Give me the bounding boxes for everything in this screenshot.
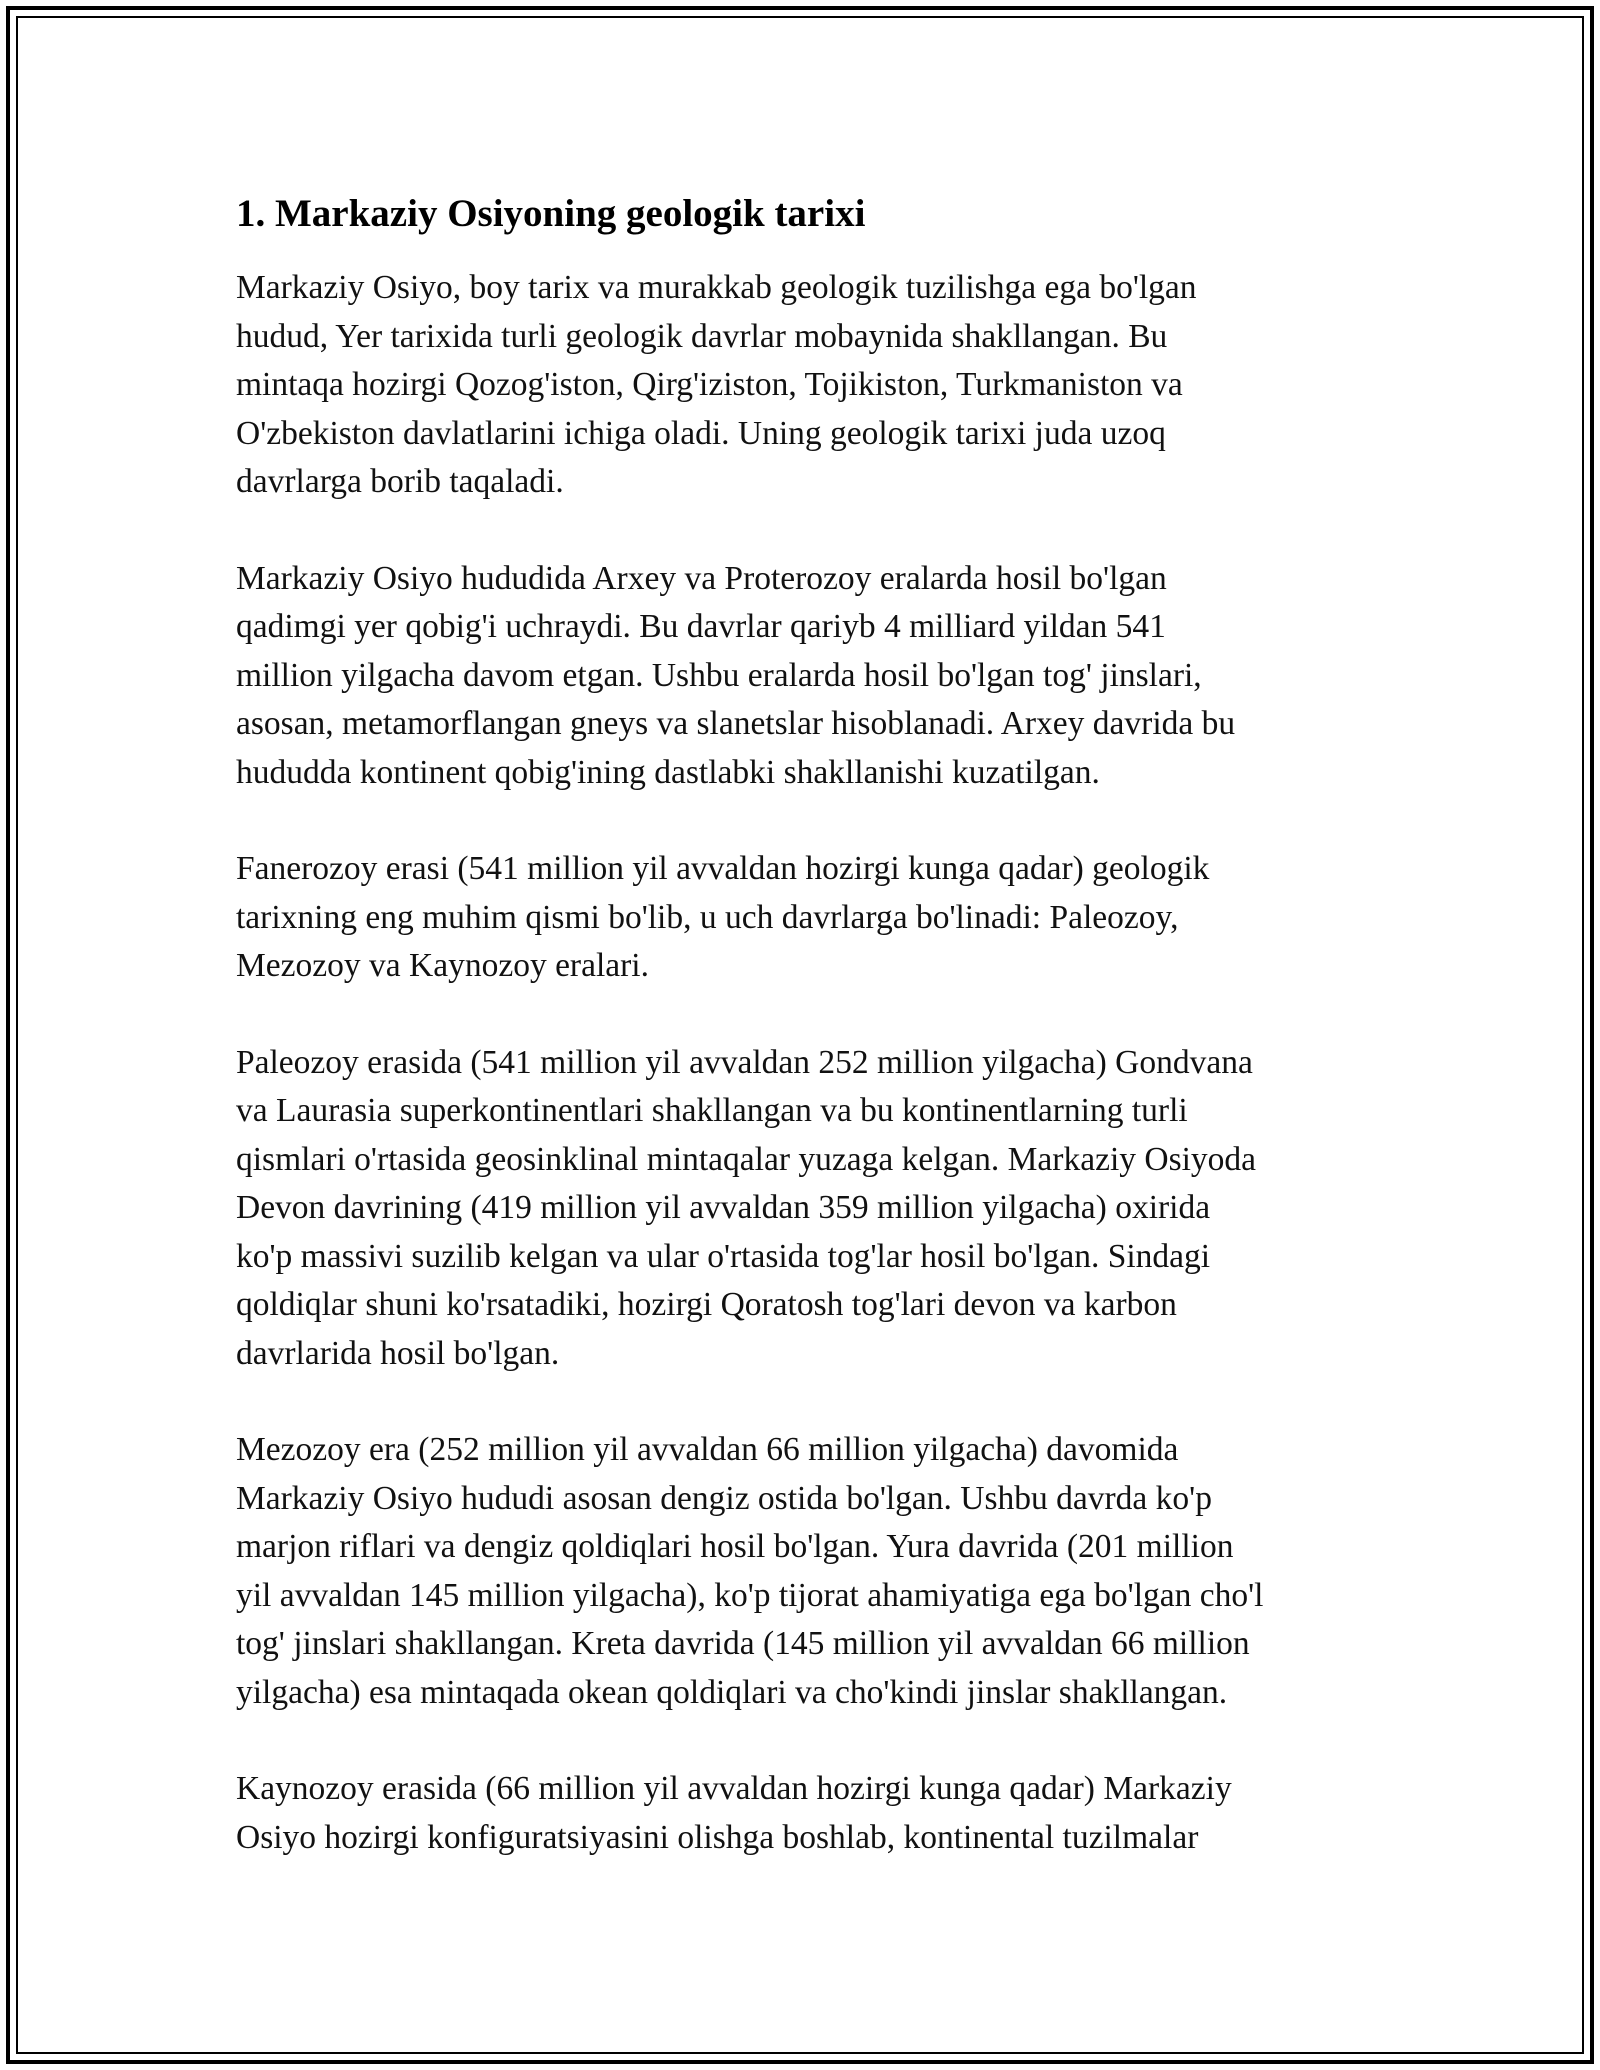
text-line: qismlari o'rtasida geosinklinal mintaqalar yuzaga kelgan. Markaziy Osiyoda [236, 1140, 1257, 1178]
document-body [236, 186, 1376, 1910]
page-title: 1. Markaziy Osiyoning geologik tarixi [236, 192, 866, 235]
text-line: hudud, Yer tarixida turli geologik davrlar mobaynida shakllangan. Bu [236, 317, 1168, 355]
text-line: Osiyo hozirgi konfiguratsiyasini olishga boshlab, kontinental tuzilmalar [236, 1818, 1199, 1856]
text-line: tog' jinslari shakllangan. Kreta davrida (145 million yil avvaldan 66 million [236, 1625, 1250, 1662]
paragraph-paleozoic [236, 1039, 1376, 1379]
text-line: asosan, metamorflangan gneys va slanetslar hisoblanadi. Arxey davrida bu [236, 705, 1236, 742]
text-line: O'zbekiston davlatlarini ichiga oladi. Uning geologik tarixi juda uzoq [236, 414, 1166, 452]
text-line: Markaziy Osiyo hududida Arxey va Proterozoy eralarda hosil bo'lgan [236, 559, 1167, 597]
text-line: yil avvaldan 145 million yilgacha), ko'p tijorat ahamiyatiga ega bo'lgan cho'l [236, 1576, 1264, 1614]
text-line: Devon davrining (419 million yil avvaldan 359 million yilgacha) oxirida [236, 1189, 1211, 1226]
text-line: Markaziy Osiyo, boy tarix va murakkab geologik tuzilishga ega bo'lgan [236, 269, 1197, 306]
text-line: Mezozoy va Kaynozoy eralari. [236, 947, 649, 984]
text-line: va Laurasia superkontinentlari shakllangan va bu kontinentlarning turli [236, 1092, 1188, 1129]
text-line: hududda kontinent qobig'ining dastlabki shakllanishi kuzatilgan. [236, 753, 1100, 791]
paragraph-archean-proterozoic [236, 555, 1376, 798]
text-line: qadimgi yer qobig'i uchraydi. Bu davrlar qariyb 4 milliard yildan 541 [236, 608, 1166, 645]
text-line: Fanerozoy erasi (541 million yil avvaldan hozirgi kunga qadar) geologik [236, 850, 1210, 887]
text-line: ko'p massivi suzilib kelgan va ular o'rtasida tog'lar hosil bo'lgan. Sindagi [236, 1237, 1211, 1275]
text-line: davrlarida hosil bo'lgan. [236, 1334, 560, 1372]
paragraph-cenozoic [236, 1765, 1376, 1862]
text-line: yilgacha) esa mintaqada okean qoldiqlari va cho'kindi jinslar shakllangan. [236, 1673, 1228, 1711]
text-line: tarixning eng muhim qismi bo'lib, u uch davrlarga bo'linadi: Paleozoy, [236, 898, 1179, 936]
text-line: Markaziy Osiyo hududi asosan dengiz ostida bo'lgan. Ushbu davrda ko'p [236, 1479, 1212, 1517]
text-line: million yilgacha davom etgan. Ushbu eralarda hosil bo'lgan tog' jinslari, [236, 656, 1202, 694]
paragraph-phanerozoic [236, 845, 1376, 991]
text-line: Mezozoy era (252 million yil avvaldan 66 million yilgacha) davomida [236, 1431, 1179, 1468]
text-line: Paleozoy erasida (541 million yil avvaldan 252 million yilgacha) Gondvana [236, 1043, 1253, 1081]
paragraph-intro [236, 264, 1376, 507]
text-line: mintaqa hozirgi Qozog'iston, Qirg'iziston, Tojikiston, Turkmaniston va [236, 366, 1183, 403]
paragraph-mesozoic [236, 1426, 1376, 1717]
text-line: davrlarga borib taqaladi. [236, 463, 564, 500]
text-line: qoldiqlar shuni ko'rsatadiki, hozirgi Qoratosh tog'lari devon va karbon [236, 1286, 1177, 1323]
text-line: marjon riflari va dengiz qoldiqlari hosil bo'lgan. Yura davrida (201 million [236, 1528, 1234, 1565]
text-line: Kaynozoy erasida (66 million yil avvaldan hozirgi kunga qadar) Markaziy [236, 1770, 1232, 1807]
